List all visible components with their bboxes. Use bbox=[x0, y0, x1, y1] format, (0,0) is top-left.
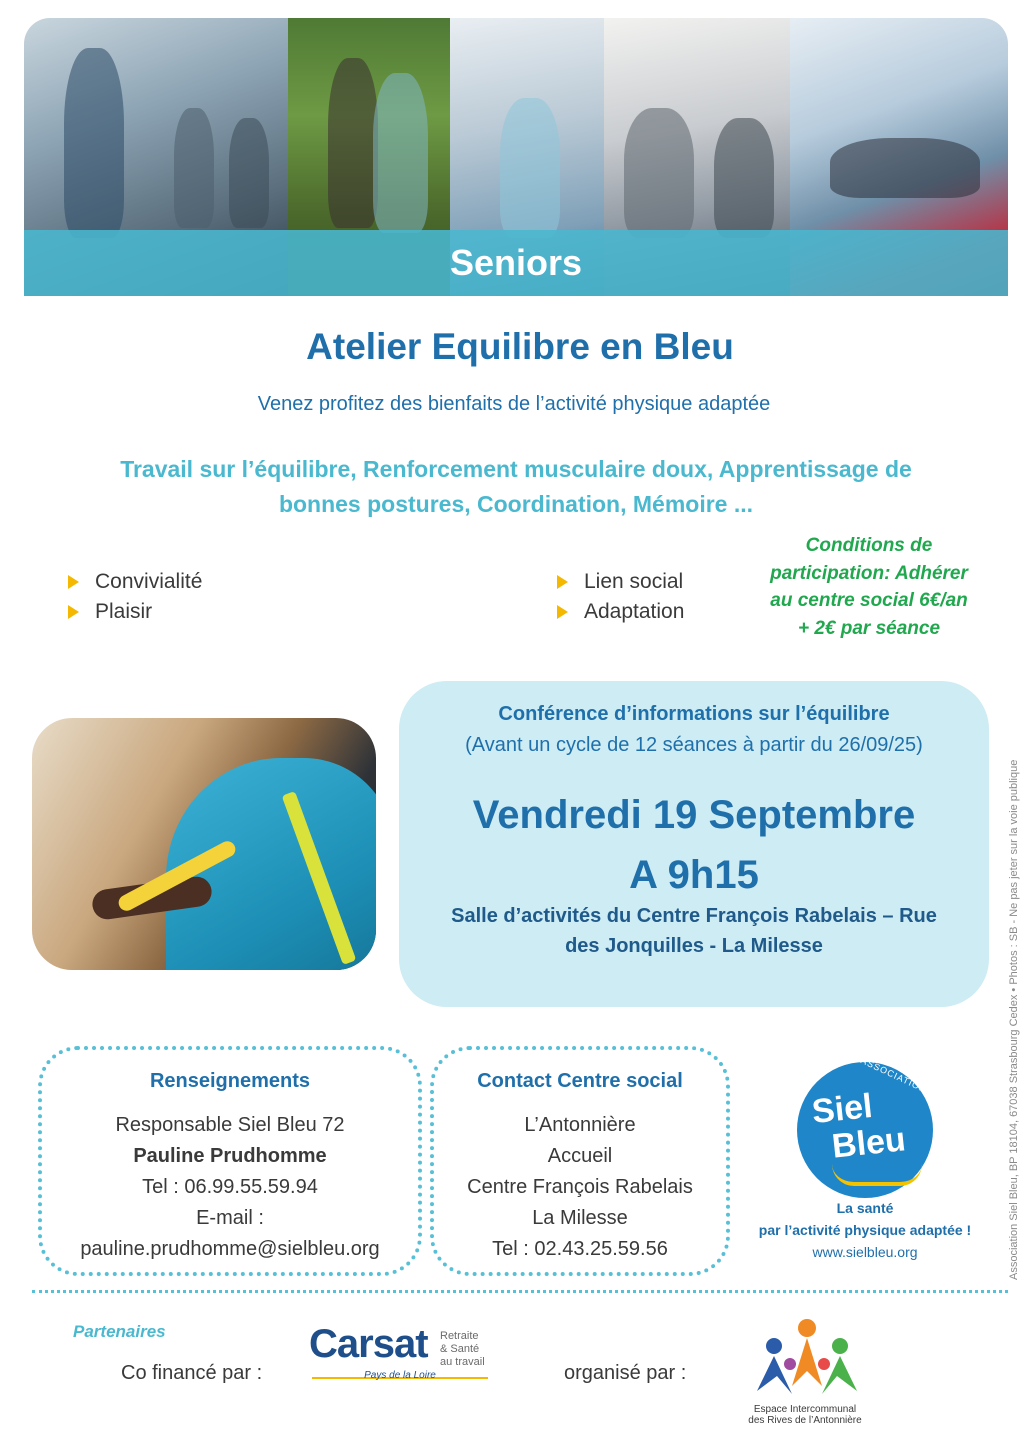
logo-figure-head bbox=[798, 1319, 816, 1337]
phone-label: Tel : bbox=[492, 1238, 535, 1260]
bullet-item bbox=[557, 600, 684, 624]
themes-line-2: bonnes postures, Coordination, Mémoire ... bbox=[278, 491, 754, 517]
carsat-logo: Carsat bbox=[309, 1322, 428, 1366]
photo-resistance-band bbox=[32, 718, 376, 970]
arrow-right-icon bbox=[68, 605, 79, 619]
contact-heading: Contact Centre social bbox=[477, 1070, 683, 1092]
contact-line: L’Antonnière bbox=[524, 1114, 636, 1136]
side-note: Association Siel Bleu, BP 18104, 67038 Strasbourg Cedex • Photos : SB - Ne pas jeter sur la voie publique bbox=[1008, 759, 1020, 1280]
conference-subtitle: (Avant un cycle de 12 séances à partir du 26/09/25) bbox=[465, 734, 923, 756]
place-line: des Jonquilles - La Milesse bbox=[565, 935, 823, 957]
arrow-right-icon bbox=[68, 575, 79, 589]
bullet-label: Convivialité bbox=[95, 570, 203, 593]
conference-date: Vendredi 19 Septembre bbox=[472, 793, 916, 837]
conditions-line: + 2€ par séance bbox=[797, 617, 941, 639]
contact-line: Accueil bbox=[547, 1145, 613, 1167]
website-link[interactable]: www.sielbleu.org bbox=[812, 1244, 918, 1260]
contact-phone-line bbox=[434, 1234, 726, 1265]
logo-swoosh-icon bbox=[832, 1164, 922, 1186]
contact-line: Centre François Rabelais bbox=[467, 1176, 693, 1198]
espace-line: des Rives de l’Antonnière bbox=[748, 1415, 862, 1426]
carsat-region: Pays de la Loire bbox=[364, 1370, 436, 1381]
renseignements-box bbox=[38, 1046, 422, 1276]
contact-name: Pauline Prudhomme bbox=[133, 1145, 327, 1167]
logo-tagline-1: La santé bbox=[836, 1200, 894, 1216]
banner-label: Seniors bbox=[449, 242, 583, 283]
renseignements-heading: Renseignements bbox=[149, 1070, 311, 1092]
conference-title: Conférence d’informations sur l’équilibre bbox=[498, 703, 890, 725]
contact-line: La Milesse bbox=[532, 1207, 628, 1229]
place-line: Salle d’activités du Centre François Rabelais – Rue bbox=[451, 905, 937, 927]
logo-figure-body bbox=[792, 1338, 822, 1386]
conference-place bbox=[419, 901, 969, 961]
logo-figure-head bbox=[766, 1338, 782, 1354]
renseignements-details bbox=[42, 1110, 418, 1265]
divider bbox=[32, 1290, 1008, 1293]
contact-role: Responsable Siel Bleu 72 bbox=[115, 1114, 345, 1136]
bullet-item bbox=[557, 570, 683, 594]
bullet-label: Lien social bbox=[584, 570, 684, 593]
conditions-line: Conditions de bbox=[805, 535, 933, 556]
carsat-tag: au travail bbox=[440, 1356, 485, 1368]
bullet-item bbox=[68, 600, 152, 624]
partners-label: Partenaires bbox=[73, 1322, 166, 1341]
logo-figure-head bbox=[818, 1358, 830, 1370]
cofinance-label: Co financé par : bbox=[121, 1362, 263, 1384]
contact-phone: Tel : 06.99.55.59.94 bbox=[142, 1176, 318, 1198]
bullet-item bbox=[68, 570, 202, 594]
themes-text bbox=[40, 452, 992, 522]
participation-conditions bbox=[744, 532, 994, 642]
conference-time: A 9h15 bbox=[629, 853, 759, 897]
arrow-right-icon bbox=[557, 605, 568, 619]
logo-association-text: ASSOCIATION bbox=[859, 1055, 929, 1095]
espace-logo-text bbox=[735, 1404, 875, 1426]
carsat-tag: & Santé bbox=[440, 1343, 480, 1355]
logo-siel-text: Siel bbox=[810, 1086, 875, 1132]
banner-strip bbox=[24, 230, 1008, 296]
arrow-right-icon bbox=[557, 575, 568, 589]
espace-line: Espace Intercommunal bbox=[753, 1404, 857, 1415]
carsat-tag: Retraite bbox=[440, 1330, 479, 1342]
bullet-label: Plaisir bbox=[95, 600, 153, 623]
page-title: Atelier Equilibre en Bleu bbox=[306, 326, 734, 367]
logo-bleu-text: Bleu bbox=[830, 1120, 908, 1166]
bullet-label: Adaptation bbox=[584, 600, 685, 623]
logo-figure-head bbox=[784, 1358, 796, 1370]
contact-email[interactable]: pauline.prudhomme@sielbleu.org bbox=[80, 1238, 380, 1260]
logo-figure-head bbox=[832, 1338, 848, 1354]
header-banner bbox=[24, 18, 1008, 296]
email-label: E-mail : bbox=[196, 1207, 264, 1229]
contact-details bbox=[434, 1110, 726, 1265]
contact-centre-box bbox=[430, 1046, 730, 1276]
conditions-line: participation: Adhérer bbox=[770, 562, 968, 584]
logo-tagline-2: par l’activité physique adaptée ! bbox=[758, 1222, 972, 1238]
page-subtitle: Venez profitez des bienfaits de l’activité physique adaptée bbox=[257, 393, 771, 415]
organise-label: organisé par : bbox=[564, 1362, 687, 1384]
carsat-tagline bbox=[440, 1330, 500, 1369]
conditions-line: au centre social 6€/an bbox=[770, 590, 968, 611]
espace-intercommunal-logo bbox=[752, 1316, 862, 1404]
contact-phone: 02.43.25.59.56 bbox=[534, 1238, 668, 1260]
conference-box bbox=[399, 681, 989, 1007]
themes-line-1: Travail sur l’équilibre, Renforcement musculaire doux, Apprentissage de bbox=[120, 456, 912, 482]
